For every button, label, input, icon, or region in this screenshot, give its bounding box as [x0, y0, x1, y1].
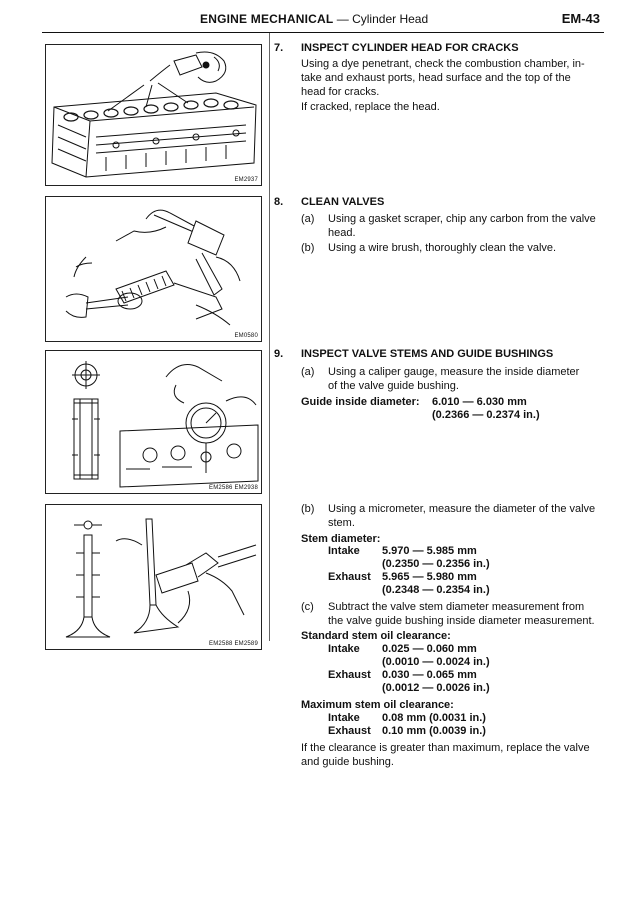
figure-micrometer [45, 504, 262, 650]
sub-label: (a) [301, 213, 315, 225]
figure-code: EM2586 EM2938 [209, 485, 258, 491]
stem-exhaust-in: (0.2348 — 0.2354 in.) [382, 584, 490, 596]
sub-text [328, 365, 600, 393]
page-number: EM-43 [561, 11, 600, 26]
cylinder-head-illustration [46, 45, 261, 185]
std-exhaust-label: Exhaust [328, 669, 371, 681]
text-line: Subtract the valve stem diameter measurement from [328, 601, 585, 613]
header-title [200, 12, 428, 26]
step-title: INSPECT CYLINDER HEAD FOR CRACKS [301, 42, 519, 54]
header-rule [42, 32, 604, 33]
column-divider [269, 33, 270, 641]
stem-intake-label: Intake [328, 545, 360, 557]
step-7-note: If cracked, replace the head. [301, 101, 440, 113]
text-line: Using a dye penetrant, check the combustion chamber, in- [301, 58, 585, 70]
step-9-a [301, 365, 601, 395]
page-header [42, 10, 602, 30]
caliper-gauge-illustration [46, 351, 261, 493]
maximum-clearance-label: Maximum stem oil clearance: [301, 699, 454, 711]
text-line: the valve guide bushing inside diameter measurement. [328, 615, 595, 627]
max-intake-value: 0.08 mm (0.0031 in.) [382, 712, 486, 724]
sub-text: Using a wire brush, thoroughly clean the valve. [328, 242, 557, 254]
stem-exhaust-label: Exhaust [328, 571, 371, 583]
text-line: Using a gasket scraper, chip any carbon from the valve [328, 213, 596, 225]
sub-label: (c) [301, 601, 314, 613]
text-line: take and exhaust ports, head surface and the top of the [301, 72, 571, 84]
stem-intake-in: (0.2350 — 0.2356 in.) [382, 558, 490, 570]
sub-label: (a) [301, 366, 315, 378]
standard-clearance-label: Standard stem oil clearance: [301, 630, 451, 642]
guide-diameter-label: Guide inside diameter: [301, 396, 420, 408]
std-intake-mm: 0.025 — 0.060 mm [382, 643, 477, 655]
figure-code: EM2588 EM2589 [209, 641, 258, 647]
sub-text [328, 212, 600, 240]
guide-diameter-mm: 6.010 — 6.030 mm [432, 396, 527, 408]
figure-code: EM0580 [234, 333, 258, 339]
figure-cylinder-head [45, 44, 262, 186]
text-line: Using a micrometer, measure the diameter of the valve [328, 503, 596, 515]
max-intake-label: Intake [328, 712, 360, 724]
stem-exhaust-mm: 5.965 — 5.980 mm [382, 571, 477, 583]
final-instruction [301, 741, 601, 769]
header-separator: — [336, 12, 349, 26]
step-number: 9. [274, 348, 284, 360]
step-title: INSPECT VALVE STEMS AND GUIDE BUSHINGS [301, 348, 554, 360]
header-subsection: Cylinder Head [352, 12, 429, 26]
valve-cleaning-illustration [46, 197, 261, 341]
sub-label: (b) [301, 503, 315, 515]
stem-intake-mm: 5.970 — 5.985 mm [382, 545, 477, 557]
max-exhaust-value: 0.10 mm (0.0039 in.) [382, 725, 486, 737]
step-9-c [301, 600, 601, 630]
text-line: head for cracks. [301, 86, 380, 98]
sub-text [328, 600, 600, 628]
sub-label: (b) [301, 242, 315, 254]
step-number: 7. [274, 42, 284, 54]
text-line: If the clearance is greater than maximum, replace the valve [301, 742, 590, 754]
header-section: ENGINE MECHANICAL [200, 12, 334, 26]
std-intake-label: Intake [328, 643, 360, 655]
guide-diameter-in: (0.2366 — 0.2374 in.) [432, 409, 540, 421]
text-line: head. [328, 227, 356, 239]
stem-diameter-label: Stem diameter: [301, 533, 381, 545]
std-exhaust-in: (0.0012 — 0.0026 in.) [382, 682, 490, 694]
step-8-b [301, 241, 601, 257]
step-title: CLEAN VALVES [301, 196, 385, 208]
step-9-b [301, 502, 601, 532]
figure-clean-valves [45, 196, 262, 342]
std-intake-in: (0.0010 — 0.0024 in.) [382, 656, 490, 668]
max-exhaust-label: Exhaust [328, 725, 371, 737]
text-line: and guide bushing. [301, 756, 394, 768]
std-exhaust-mm: 0.030 — 0.065 mm [382, 669, 477, 681]
text-line: of the valve guide bushing. [328, 380, 459, 392]
step-7-body [301, 57, 601, 99]
figure-code: EM2937 [234, 177, 258, 183]
micrometer-illustration [46, 505, 261, 649]
step-number: 8. [274, 196, 284, 208]
sub-text [328, 502, 600, 530]
step-8-a [301, 212, 601, 242]
text-line: stem. [328, 517, 355, 529]
text-line: Using a caliper gauge, measure the inside diameter [328, 366, 580, 378]
figure-caliper-gauge [45, 350, 262, 494]
